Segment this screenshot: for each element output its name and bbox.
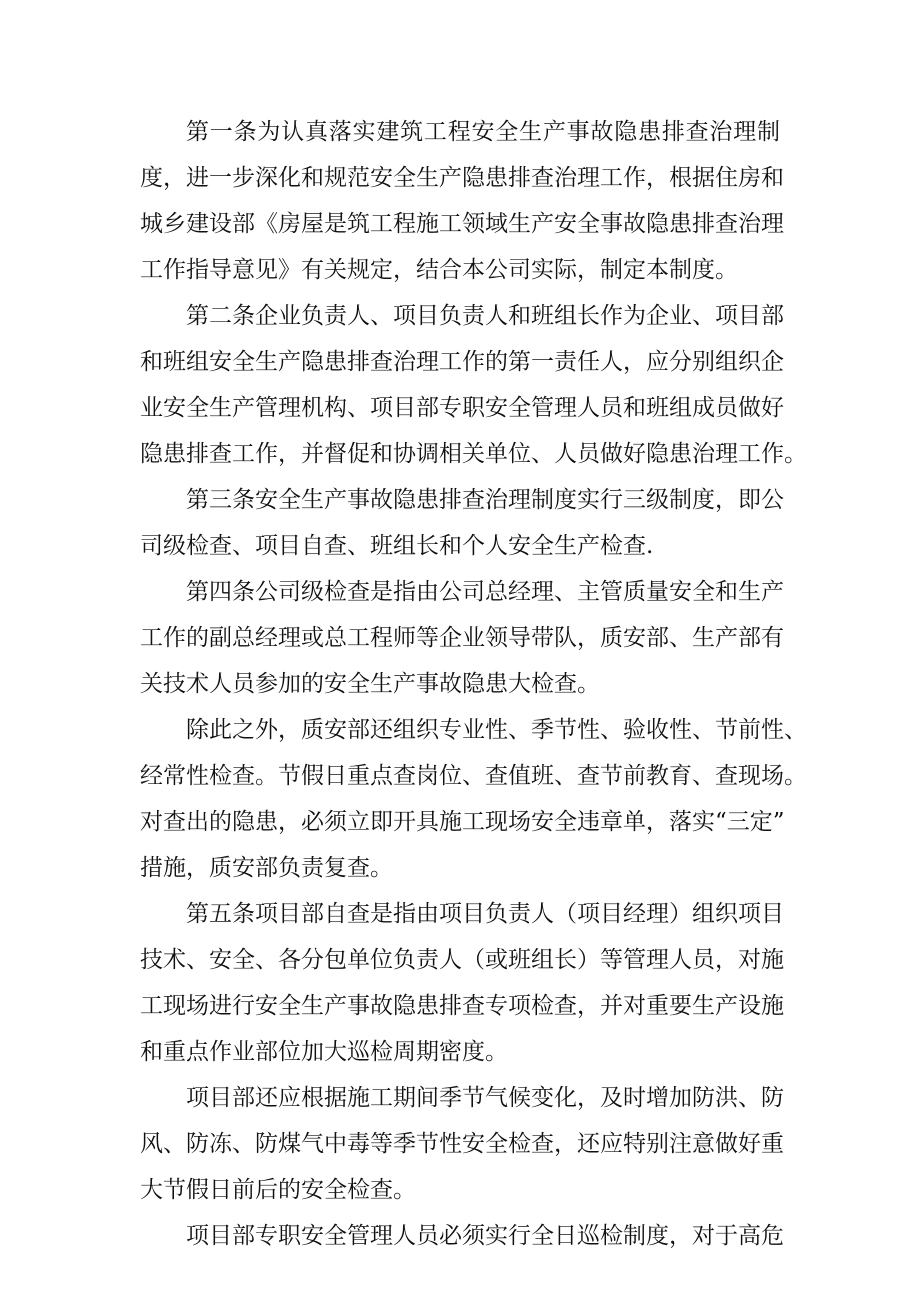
article-4-extra-line-3: 对查出的隐患，必须立即开具施工现场安全违章单，落实“三定” [140, 809, 785, 835]
article-3-line-2: 司级检查、项目自查、班组长和个人安全生产检查. [140, 533, 654, 559]
article-5-patrol-line-1: 项目部专职安全管理人员必须实行全日巡检制度，对于高危 [186, 1223, 784, 1249]
article-4-extra-line-1: 除此之外，质安部还组织专业性、季节性、验收性、节前性、 [186, 717, 807, 743]
article-4-line-2: 工作的副总经理或总工程师等企业领导带队，质安部、生产部有 [140, 625, 784, 651]
article-5-seasonal-line-3: 大节假日前后的安全检查。 [140, 1177, 416, 1203]
article-5-line-4: 和重点作业部位加大巡检周期密度。 [140, 1039, 508, 1065]
article-5-line-1: 第五条项目部自查是指由项目负责人（项目经理）组织项目 [186, 901, 784, 927]
article-3-line-1: 第三条安全生产事故隐患排查治理制度实行三级制度，即公 [186, 487, 784, 513]
article-4-line-3: 关技术人员参加的安全生产事故隐患大检查。 [140, 671, 600, 697]
article-2-line-4: 隐患排查工作，并督促和协调相关单位、人员做好隐患治理工作。 [140, 441, 807, 467]
article-2-line-2: 和班组安全生产隐患排查治理工作的第一责任人，应分别组织企 [140, 349, 784, 375]
article-2-line-1: 第二条企业负责人、项目负责人和班组长作为企业、项目部 [186, 303, 784, 329]
article-4-extra-line-4: 措施，质安部负责复查。 [140, 855, 393, 881]
article-1-line-3: 城乡建设部《房屋是筑工程施工领域生产安全事故隐患排查治理 [140, 211, 784, 237]
article-5-seasonal-line-1: 项目部还应根据施工期间季节气候变化，及时增加防洪、防 [186, 1085, 784, 1111]
article-5-line-3: 工现场进行安全生产事故隐患排查专项检查，并对重要生产设施 [140, 993, 784, 1019]
article-5-line-2: 技术、安全、各分包单位负责人（或班组长）等管理人员，对施 [140, 947, 784, 973]
article-4-extra-line-2: 经常性检查。节假日重点查岗位、查值班、查节前教育、查现场。 [140, 763, 807, 789]
article-5-seasonal-line-2: 风、防冻、防煤气中毒等季节性安全检查，还应特别注意做好重 [140, 1131, 784, 1157]
article-1-line-2: 度，进一步深化和规范安全生产隐患排查治理工作，根据住房和 [140, 165, 784, 191]
article-1-line-4: 工作指导意见》有关规定，结合本公司实际，制定本制度。 [140, 257, 738, 283]
article-4-line-1: 第四条公司级检查是指由公司总经理、主管质量安全和生产 [186, 579, 784, 605]
article-1-line-1: 第一条为认真落实建筑工程安全生产事故隐患排查治理制 [186, 119, 780, 145]
article-2-line-3: 业安全生产管理机构、项目部专职安全管理人员和班组成员做好 [140, 395, 784, 421]
